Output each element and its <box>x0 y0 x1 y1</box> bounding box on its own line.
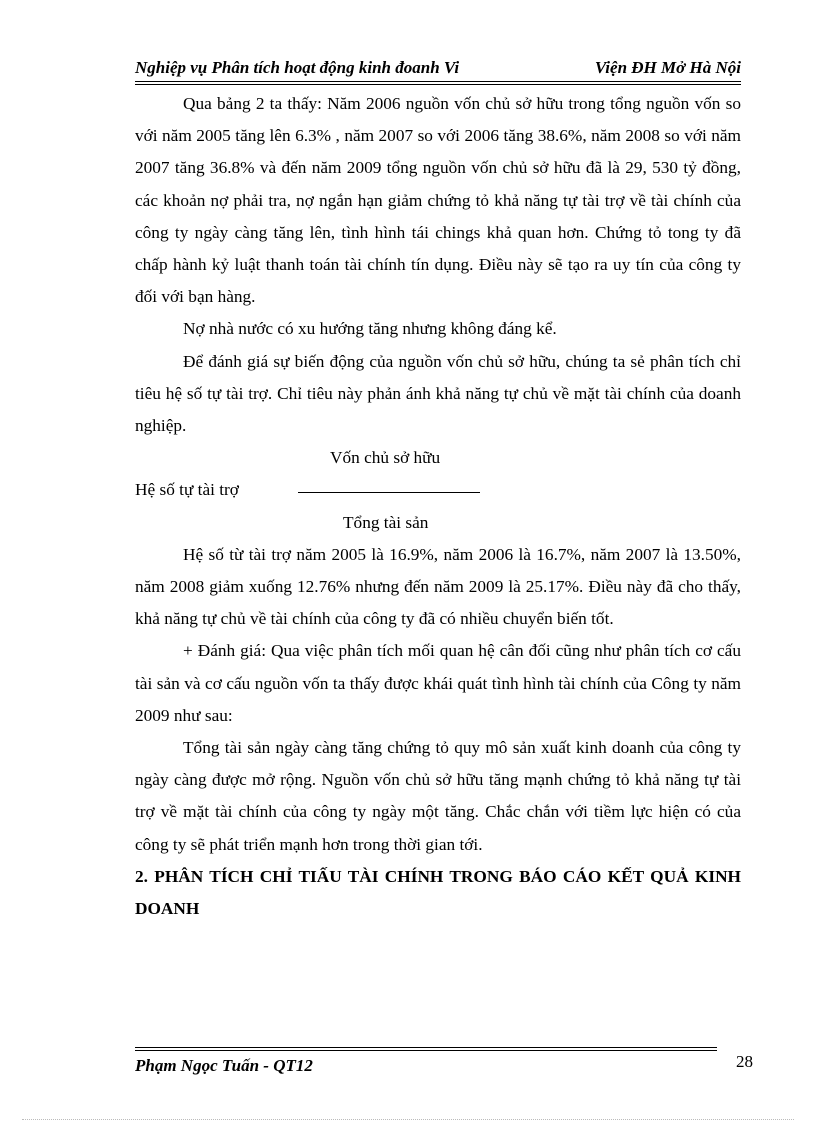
paragraph-self-financing-ratio: Hệ số từ tài trợ năm 2005 là 16.9%, năm 2006 là 16.7%, năm 2007 là 13.50%, năm 2008 giảm xuống 12.76% nhưng đến năm 2009 là 25.17%. Điều này đã cho thấy, khả năng tự chủ về tài chính của công ty đã có nhiều chuyển biến tốt. <box>135 544 741 629</box>
footer-rule-bottom <box>135 1050 717 1051</box>
header-rule-top <box>135 81 741 82</box>
paragraph-self-financing-intro: Để đánh giá sự biến động của nguồn vốn chủ sở hữu, chúng ta sẻ phân tích chỉ tiêu hệ số tự tài trợ. Chỉ tiêu này phản ánh khả năng tự chủ về mặt tài chính của doanh nghiệp. <box>135 351 741 436</box>
document-body <box>135 88 741 925</box>
page-bottom-edge <box>22 1119 794 1120</box>
footer-author: Phạm Ngọc Tuấn - QT12 <box>135 1056 313 1075</box>
paragraph-state-debt: Nợ nhà nước có xu hướng tăng nhưng không đáng kể. <box>183 319 557 339</box>
formula-label: Hệ số tự tài trợ <box>135 480 239 500</box>
page-header <box>135 56 741 80</box>
formula-fraction-bar <box>298 492 480 493</box>
header-institution: Viện ĐH Mở Hà Nội <box>594 58 741 77</box>
formula-denominator: Tổng tài sản <box>343 512 429 532</box>
paragraph-conclusion: Tổng tài sản ngày càng tăng chứng tỏ quy mô sản xuất kinh doanh của công ty ngày càng được mở rộng. Nguồn vốn chủ sở hữu tăng mạnh chứng tỏ khả năng tự tài trợ về mặt tài chính của công ty ngày một tăng. Chắc chắn với tiềm lực hiện có của công ty sẽ phát triển mạnh hơn trong thời gian tới. <box>135 738 741 854</box>
formula-numerator: Vốn chủ sở hữu <box>330 448 441 468</box>
footer-rule-top <box>135 1047 717 1048</box>
header-course-title: Nghiệp vụ Phân tích hoạt động kinh đoanh Vi <box>135 58 460 77</box>
paragraph-assessment: + Đánh giá: Qua việc phân tích mối quan hệ cân đối cũng như phân tích cơ cấu tài sản và cơ cấu nguồn vốn ta thấy được khái quát tình hình tài chính của Công ty năm 2009 như sau: <box>135 641 741 725</box>
section-heading: 2. PHÂN TÍCH CHỈ TIẤU TÀI CHÍNH TRONG BÁO CÁO KẾT QUẢ KINH DOANH <box>135 866 741 919</box>
page-number: 28 <box>736 1052 753 1071</box>
header-rule-bottom <box>135 84 741 85</box>
paragraph-equity-growth: Qua bảng 2 ta thấy: Năm 2006 nguồn vốn chủ sở hữu trong tổng nguồn vốn so với năm 2005 tăng lên 6.3% , năm 2007 so với 2006 tăng 38.6%, năm 2008 so với năm 2007 tăng 36.8% và đến năm 2009 tổng nguồn vốn chủ sở hữu đã là 29, 530 tỷ đồng, các khoản nợ phải tra, nợ ngắn hạn giảm chứng tỏ khả năng tự tài trợ về tài chính của công ty ngày càng tăng lên, tình hình tái chings khả quan hơn. Chứng tỏ tong ty đã chấp hành kỷ luật thanh toán tài chính tín dụng. Điều này sẽ tạo ra uy tín của công ty đối với bạn hàng. <box>135 94 741 307</box>
self-financing-formula <box>135 442 741 539</box>
